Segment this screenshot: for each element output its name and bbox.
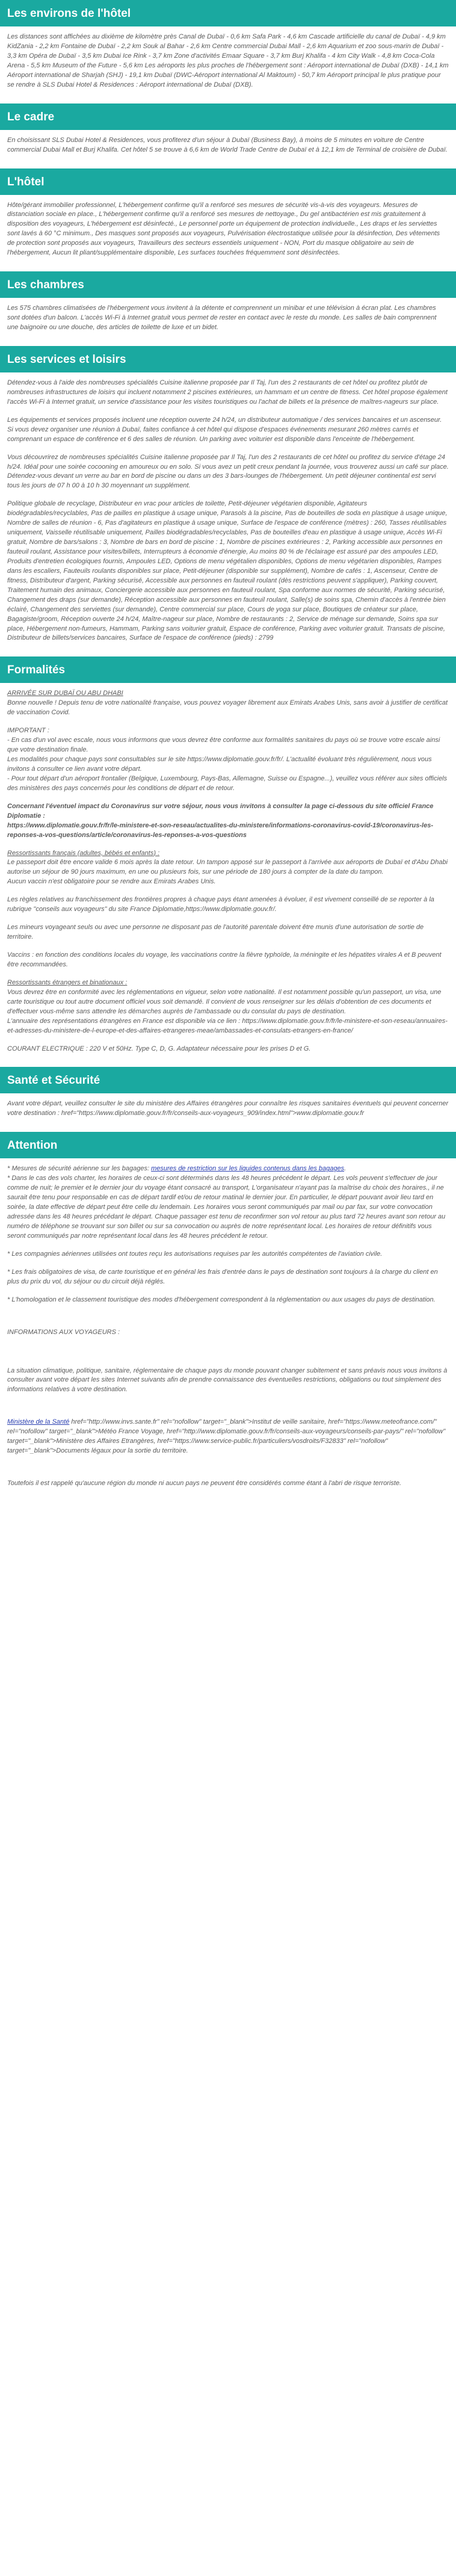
important-line: Les modalités pour chaque pays sont consultables sur le site https://www.diplomatie.gouv.fr/fr/. L'actualité évoluant très régulièrement, nous vous invitons à consulter ce lien avant votre départ. [7,756,432,773]
section-cadre [0,130,456,155]
section-title-services: Les services et loisirs [0,346,456,372]
attention-intro-prefix: * Mesures de sécurité aérienne sur les bagages: [7,1165,152,1173]
section-title-attention: Attention [0,1132,456,1158]
ministry-links-rest: href="http://www.invs.sante.fr" rel="nofollow" target="_blank">Institut de veille sanitaire, href="https://www.meteofrance.com/" rel="nofollow" target="_blank">Météo France Voyage, href="http://www.diplomatie.gouv.fr/fr/conseils-aux-voyageurs/conseils-par-pays/" rel="nofollow" target="_blank">Ministère des Affaires Etrangères, href="https://www.service-public.fr/particuliers/vosdroits/F32833" rel="nofollow" target="_blank">Documents légaux pour la sortie du territoire. [7,1418,446,1455]
section-title-formalites: Formalités [0,656,456,683]
important-line: - En cas d'un vol avec escale, nous vous informons que vous devrez être conforme aux formalités sanitaires du pays où se trouve votre escale ainsi que votre destination finale. [7,737,440,754]
arrival-heading: ARRIVÉE SUR DUBAÏ OU ABU DHABI [7,690,123,697]
attention-line: * Dans le cas des vols charter, les horaires de ceux-ci sont déterminés dans les 48 heures précédent le départ. Les vols peuvent s'effectuer de jour comme de nuit; le premier et le dernier jour du voyage étant consacré au transport, L'organisateur n'ayant pas la maîtrise du choix des horaires., il ne saurait être tenu pour responsable en cas de départ tardif et/ou de retour matinal le dernier jour. En particulier, le départ pouvant avoir lieu tard en soirée, la date effective de départ peut être celle du lendemain. Les horaires vous seront communiqués par mail ou par fax, sur votre convocation adressée dans les 48 heures précédant le départ. Chaque passager est tenu de reconfirmer son vol retour au plus tard 72 heures avant son retour au numéro de téléphone se trouvant sur son billet ou sur sa convocation ou auprès de notre représentant local. Les horaires de retour définitifs vous seront communiqués par notre représentant local dans les 48 heures précédent le retour. [7,1175,446,1240]
sante-text: Avant votre départ, veuillez consulter le site du ministère des Affaires étrangères pour connaître les risques sanitaires éventuels qui peuvent concerner votre destination : href="https://www.diplomatie.gouv.fr/fr/conseils-aux-voyageurs_909/index.html">www.diplomatie.gouv.fr [7,1100,449,1117]
section-sante [0,1093,456,1119]
liquids-restriction-link[interactable]: mesures de restriction sur les liquides contenus dans les bagages [151,1165,345,1173]
section-attention [0,1158,456,1489]
nationals-line: Aucun vaccin n'est obligatoire pour se rendre aux Emirats Arabes Unis. [7,878,216,886]
services-paragraph: Politique globale de recyclage, Distributeur en vrac pour articles de toilette, Petit-déjeuner végétarien disponible, Agitateurs biodégradables/recyclables, Pas de pailles en plastique à usage unique, Parasols à la piscine, Pas de bouteilles de soda en plastique à usage unique, Nombre de salles de réunion - 6, Pas d'agitateurs en plastique à usage unique, Surface de l'espace de conférence (mètres) : 260, Tasses réutilisables uniquement, Vaisselle réutilisable uniquement, Pailles biodégradables/recyclables, Pas de bouteilles d'eau en plastique à usage unique, Accès Wi-Fi gratuit, Nombre de bars/salons : 3, Nombre de bars en bord de piscine : 1, Nombre de piscines extérieures : 2, Parking accessible aux personnes en fauteuil roulant, Assistance pour visites/billets, Interrupteurs à économie d'énergie, Au moins 80 % de l'éclairage est assuré par des ampoules LED, Produits d'entretien écologiques fournis, Ampoules LED, Options de menu végétalien disponibles, Options de menu végétarien disponibles, Rampes dans les escaliers, Fauteuils roulants disponibles sur place, Petit-déjeuner (disponible sur supplément), Nombre de cafés : 1, Ascenseur, Centre de fitness, Distributeur d'argent, Parking sécurisé, Accessible aux personnes en fauteuil roulant (dès restrictions peuvent s'appliquer), Parking couvert, Traitement humain des animaux, Conciergerie accessible aux personnes en fauteuil roulant, Spa conforme aux normes de sécurité, Parking sécurisé, Changement des draps (sur demande), Réception accessible aux personnes en fauteuil roulant, Salle(s) de soins spa, Chemin d'accès à l'entrée bien éclairé, Changement des serviettes (sur demande), Centre commercial sur place, Cours de yoga sur place, Boutiques de créateur sur place, Bagagiste/groom, Réception ouverte 24 h/24, Maître-nageur sur place, Nombre de restaurants : 2, Service de ménage sur demande, Soins spa sur place, Hébergement non-fumeurs, Hammam, Parking sans voiturier gratuit, Espace de conférence, Parking avec voiturier gratuit. Transats de piscine, Distributeur de billets/services bancaires, Surface de l'espace de conférence (pieds) : 2799 [7,500,448,642]
chambres-text: Les 575 chambres climatisées de l'hébergement vous invitent à la détente et comprennent un minibar et une télévision à écran plat. Les chambres sont dotées d'un balcon. L'accès Wi-Fi à Internet gratuit vous permet de rester en contact avec le reste du monde. Les salles de bain comprennent une baignoire ou une douche, des articles de toilette de luxe et un bidet. [7,304,437,331]
attention-line: * L'homologation et le classement touristique des modes d'hébergement correspondent à la réglementation ou aux usages du pays de destination. [7,1296,436,1303]
arrival-text: Bonne nouvelle ! Depuis tenu de votre nationalité française, vous pouvez voyager librement aux Emirats Arabes Unis, sans avoir à justifier de certificat de vaccination Covid. [7,699,448,717]
nationals-heading: Ressortissants français (adultes, bébés et enfants) : [7,849,160,857]
important-line: - Pour tout départ d'un aéroport frontalier (Belgique, Luxembourg, Pays-Bas, Allemagne, Suisse ou Espagne...), veuillez vous référer aux sites officiels des ministères des pays concernés pour les conditions de départ et de retour. [7,774,448,792]
ministry-health-link[interactable]: Ministère de la Santé [7,1418,70,1426]
hotel-text: Hôte/gérant immobilier professionnel, L'hébergement confirme qu'il a renforcé ses mesures de sécurité vis-à-vis des voyageurs. Mesures de distanciation sociale en place., L'hébergement confirme qu'il a renforcé ses mesures de nettoyage., Du gel antibactérien est mis gratuitement à disposition des voyageurs, L'hébergement est désinfecté., Le personnel porte un équipement de protection individuelle., Les draps et les serviettes sont lavés à 60 °C minimum., Des masques sont proposés aux voyageurs, Pulvérisation électrostatique utilisée pour la désinfection, Des vêtements de protection sont proposés aux voyageurs, Travailleurs des secteurs essentiels uniquement - NON, Port du masque obligatoire au sein de l'hébergement, Aucun lit pliant/supplémentaire disponible, Les surfaces touchées fréquemment sont désinfectées. [7,201,440,257]
section-title-cadre: Le cadre [0,103,456,130]
cadre-text: En choisissant SLS Dubai Hotel & Residences, vous profiterez d'un séjour à Dubaï (Business Bay), à moins de 5 minutes en voiture de Centre commercial Dubai Mall et Burj Khalifa. Cet hôtel 5 se trouve à 6,6 km de World Trade Centre de Dubaï et à 12,1 km de Terminal de croisière de Dubaï. [7,136,448,153]
section-formalites [0,683,456,1054]
section-chambres [0,298,456,333]
coronavirus-link[interactable]: https://www.diplomatie.gouv.fr/fr/le-ministere-et-son-reseau/actualites-du-ministere/informations-coronavirus-covid-19/coronavirus-les-reponses-a-vos-questions/article/coronavirus-les-reponses-a-vos-questions [7,821,434,839]
annuaire-text: L'annuaire des représentations étrangères en France est disponible via ce lien : https://www.diplomatie.gouv.fr/fr/le-ministere-et-son-reseau/annuaires-et-adresses-du-ministere-de-l-europe-et-des-affaires-etrangeres-meae/ambassades-et-consulats-etrangers-en-france/ [7,1017,448,1034]
rules-text: Les règles relatives au franchissement des frontières propres à chaque pays étant amenées à évoluer, il est vivement conseillé de se reporter à la rubrique "conseils aux voyageurs" du site France Diplomatie,https://www.diplomatie.gouv.fr/. [7,896,434,913]
situation-text: La situation climatique, politique, sanitaire, réglementaire de chaque pays du monde pouvant changer subitement et sans préavis nous vous invitons à consulter avant votre départ les sites Internet suivants afin de prendre connaissance des éventuelles restrictions, obligations ou tout simplement des informations relatives à votre destination. [7,1367,448,1394]
minors-text: Les mineurs voyageant seuls ou avec une personne ne disposant pas de l'autorité parentale doivent être munis d'une autorisation de sortie de territoire. [7,924,424,941]
attention-intro-suffix: . [344,1165,347,1173]
section-title-hotel: L'hôtel [0,168,456,195]
info-heading: INFORMATIONS AUX VOYAGEURS : [7,1328,120,1336]
attention-line: * Les frais obligatoires de visa, de carte touristique et en général les frais d'entrée dans le pays de destination sont toujours à la charge du client en plus du prix du vol, du séjour ou du circuit déjà réglés. [7,1268,438,1285]
foreign-text: Vous devrez être en conformité avec les réglementations en vigueur, selon votre nationalité. Il est notamment possible qu'un passeport, un visa, une carte touristique ou tout autre document officiel vous soit demandé. Il convient de vous renseigner sur les délais d'obtention de ces documents et d'effectuer vous-même sans attendre les démarches auprès de l'ambassade ou du consulat du pays de destination. [7,988,442,1015]
services-paragraph: Les équipements et services proposés incluent une réception ouverte 24 h/24, un distributeur automatique / des services bancaires et un ascenseur. Si vous devez organiser une réunion à Dubaï, faites confiance à cet hôtel qui dispose d'espaces événements mesurant 260 mètres carrés et comprenant un espace de conférence et 6 des salles de réunion. Un parking avec voiturier est disponible dans l'enceinte de l'hébergement. [7,416,442,443]
important-heading: IMPORTANT : [7,727,49,735]
vaccines-text: Vaccins : en fonction des conditions locales du voyage, les vaccinations contre la fièvre typhoïde, la méningite et les hépatites virales A et B peuvent être recommandées. [7,951,442,968]
closing-text: Toutefois il est rappelé qu'aucune région du monde ni aucun pays ne peuvent être considérés comme étant à l'abri de risque terroriste. [7,1480,402,1487]
section-hotel [0,195,456,259]
environs-text: Les distances sont affichées au dixième de kilomètre près Canal de Dubaï - 0,6 km Safa Park - 4,6 km Cascade artificielle du canal de Dubaï - 4,9 km KidZania - 2,2 km Fontaine de Dubaï - 2,2 km Souk al Bahar - 2,6 km Centre commercial Dubai Mall - 2,6 km Aquarium et zoo sous-marin de Dubaï - 3,3 km Opéra de Dubaï - 3,5 km Dubai Ice Rink - 3,7 km Zone d'activités Emaar Square - 3,7 km Burj Khalifa - 4 km City Walk - 4,8 km Coca-Cola Arena - 5,5 km Museum of the Future - 5,6 km Les aéroports les plus proches de l'hébergement sont : Aéroport international de Dubaï (DXB) - 14,1 km Aéroport international de Sharjah (SHJ) - 19,1 km Dubaï (DWC-Aéroport international Al Maktoum) - 50,7 km Aéroport principal le plus pratique pour se rendre à SLS Dubai Hotel & Residences : Aéroport international de Dubaï (DXB). [7,33,449,88]
services-paragraph: Détendez-vous à l'aide des nombreuses spécialités Cuisine italienne proposée par Il Taj, l'un des 2 restaurants de cet hôtel ou profitez plutôt de nombreuses infrastructures de loisirs qui incluent notamment 2 piscines extérieures, un hammam et un centre de fitness. Cet hôtel propose également l'accès Wi-Fi à Internet gratuit, un service d'assistance pour les visites touristiques ou l'achat de billets et la présence de maîtres-nageurs sur place. [7,378,448,406]
attention-intro [7,1164,449,1174]
nationals-line: Le passeport doit être encore valide 6 mois après la date retour. Un tampon apposé sur le passeport à l'arrivée aux aéroports de Dubaï et d'Abu Dhabi autorise un séjour de 90 jours maximum, en une ou plusieurs fois, sur une période de 180 jours à compter de la date du tampon. [7,859,448,876]
section-title-chambres: Les chambres [0,271,456,298]
section-title-sante: Santé et Sécurité [0,1067,456,1093]
courant-text: COURANT ELECTRIQUE : 220 V et 50Hz. Type C, D, G. Adaptateur nécessaire pour les prises D et G. [7,1045,311,1052]
section-services [0,372,456,643]
attention-line: * Les compagnies aériennes utilisées ont toutes reçu les autorisations requises par les autorités compétentes de l'aviation civile. [7,1250,383,1258]
services-paragraph: Vous découvrirez de nombreuses spécialités Cuisine italienne proposée par Il Taj, l'un des 2 restaurants de cet hôtel ou profitez du service d'étage 24 h/24. Idéal pour une soirée cocooning en amoureux ou en solo. Si vous avez un petit creux pendant la journée, vous trouverez aussi un café sur place. Détendez-vous devant un verre au bar en bord de piscine ou dans un des 3 bars-lounges de l'hébergement. Un petit déjeuner continental est servi tous les jours de 07 h 00 à 10 h 30 moyennant un supplément. [7,453,449,490]
foreign-heading: Ressortissants étrangers et binationaux : [7,978,128,986]
section-title-environs: Les environs de l'hôtel [0,0,456,26]
coronavirus-heading: Concernant l'éventuel impact du Coronavirus sur votre séjour, nous vous invitons à consulter la page ci-dessous du site officiel France Diplomatie : [7,802,434,820]
section-environs [0,26,456,90]
ministry-links [7,1418,449,1456]
